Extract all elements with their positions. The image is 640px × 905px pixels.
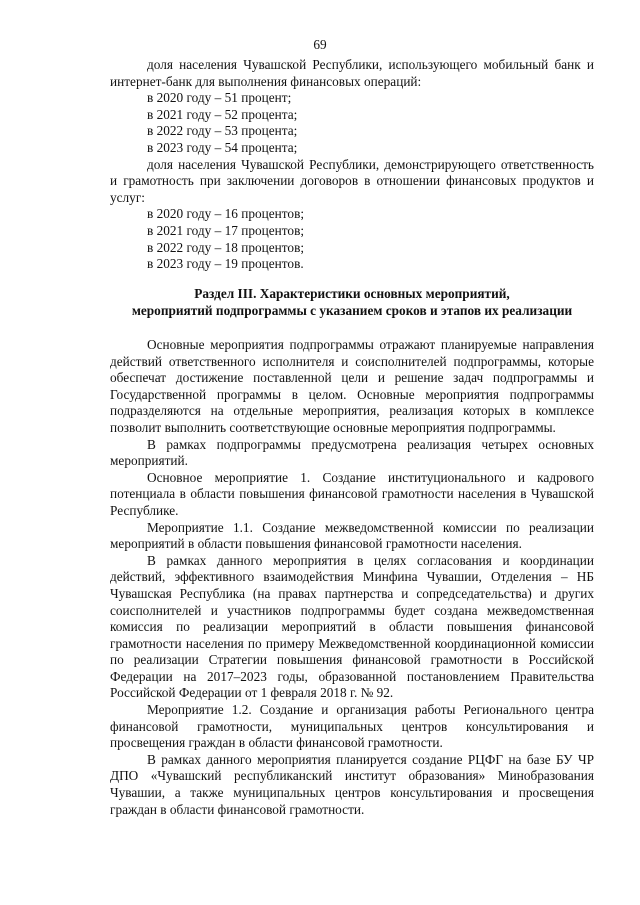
body-text xyxy=(110,337,594,818)
body-paragraph: Мероприятие 1.1. Создание межведомственной комиссии по реализации мероприятий в области повышения финансовой грамотности населения. xyxy=(110,519,594,552)
top-block xyxy=(110,57,594,273)
body-paragraph: В рамках данного мероприятия планируется создание РЦФГ на базе БУ ЧР ДПО «Чувашский республиканский институт образования» Минобразования Чувашии, а также муниципальных центров консультирования и просвещения граждан в области финансовой грамотности. xyxy=(110,751,594,817)
list-item: в 2022 году – 18 процентов; xyxy=(147,239,305,255)
section-title-line: Раздел III. Характеристики основных мероприятий, xyxy=(194,286,510,301)
body-paragraph: В рамках данного мероприятия в целях согласования и координации действий, эффективного взаимодействия Минфина Чувашии, Отделения – НБ Чувашская Республика (на правах партнерства и сопредседательства) и других соисполнителей и участников подпрограммы будет создана межведомственная комиссия по реализации мероприятий в области повышения финансовой грамотности населения по примеру Межведомственной координационной комиссии по реализации Стратегии повышения финансовой грамотности в Российской Федерации на 2017–2023 годы, образованной постановлением Правительства Российской Федерации от 1 февраля 2018 г. № 92. xyxy=(110,552,594,701)
page-number: 69 xyxy=(313,37,327,52)
indicator-paragraph: доля населения Чувашской Республики, демонстрирующего ответственность и грамотность при заключении договоров в отношении финансовых продуктов и услуг: xyxy=(110,156,594,205)
body-paragraph: Основное мероприятие 1. Создание институционального и кадрового потенциала в области повышения финансовой грамотности населения в Чувашской Республике. xyxy=(110,469,594,518)
body-paragraph: Мероприятие 1.2. Создание и организация работы Регионального центра финансовой грамотности, муниципальных центров консультирования и просвещения граждан в области финансовой грамотности. xyxy=(110,702,594,751)
list-item: в 2023 году – 54 процента; xyxy=(147,139,298,155)
list-item: в 2021 году – 52 процента; xyxy=(147,106,298,122)
body-paragraph: В рамках подпрограммы предусмотрена реализация четырех основных мероприятий. xyxy=(110,436,594,469)
list-item: в 2021 году – 17 процентов; xyxy=(147,222,305,238)
list-item: в 2020 году – 16 процентов; xyxy=(147,206,305,222)
list-item: в 2023 году – 19 процентов. xyxy=(147,256,304,272)
section-title-line: мероприятий подпрограммы с указанием сроков и этапов их реализации xyxy=(131,302,573,318)
indicator-paragraph: доля населения Чувашской Республики, использующего мобильный банк и интернет-банк для выполнения финансовых операций: xyxy=(110,57,594,89)
list-item: в 2022 году – 53 процента; xyxy=(147,123,298,139)
body-paragraph: Основные мероприятия подпрограммы отражают планируемые направления действий ответственного исполнителя и соисполнителей подпрограммы, которые обеспечат достижение поставленной цели и решение задач подпрограммы и Государственной программы в целом. Основные мероприятия подпрограммы подразделяются на отдельные мероприятия, реализация которых в комплексе позволит выполнить соответствующие основные мероприятия подпрограммы. xyxy=(110,337,594,435)
list-item: в 2020 году – 51 процент; xyxy=(147,90,292,106)
section-heading xyxy=(110,286,594,319)
